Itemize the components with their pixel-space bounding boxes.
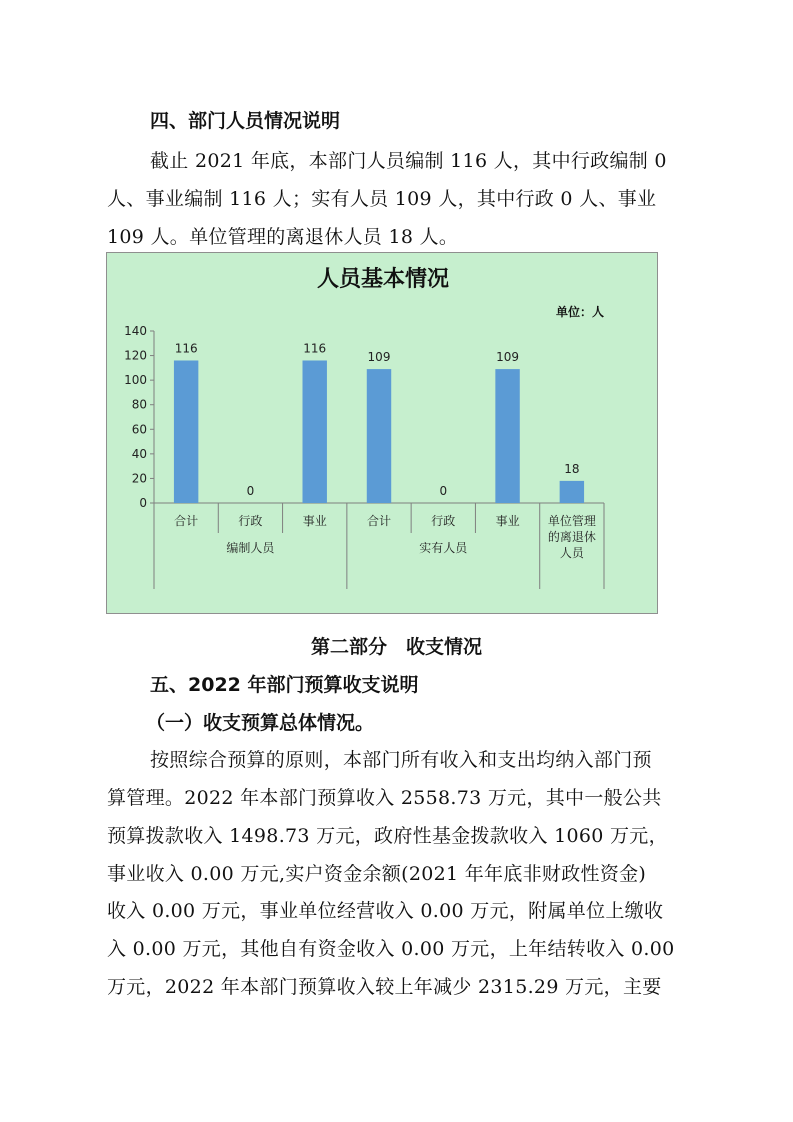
paragraph-line: 算管理。2022 年本部门预算收入 2558.73 万元，其中一般公共 [107, 787, 662, 809]
group-label: 编制人员 [226, 541, 275, 555]
bar [560, 481, 584, 503]
category-label: 事业 [302, 514, 327, 528]
bar [367, 369, 391, 503]
category-label: 人员 [559, 546, 584, 560]
y-tick-label: 20 [131, 471, 147, 486]
chart-title: 人员基本情况 [316, 267, 450, 292]
staff-chart [106, 252, 658, 614]
bar [174, 360, 198, 503]
paragraph-line: 入 0.00 万元，其他自有资金收入 0.00 万元，上年结转收入 0.00 [107, 938, 675, 960]
paragraph-line: 人、事业编制 116 人；实有人员 109 人，其中行政 0 人、事业 [107, 188, 657, 210]
category-label: 事业 [495, 514, 520, 528]
y-tick-label: 120 [124, 348, 147, 363]
paragraph-line: 预算拨款收入 1498.73 万元，政府性基金拨款收入 1060 万元， [107, 825, 668, 847]
group-label: 实有人员 [419, 541, 468, 555]
section5-subheading: （一）收支预算总体情况。 [146, 712, 375, 734]
y-tick-label: 100 [124, 373, 147, 388]
chart-canvas [107, 253, 659, 615]
data-label: 116 [174, 341, 198, 356]
category-label: 行政 [238, 514, 263, 528]
category-label: 单位管理 [547, 514, 596, 528]
section4-heading: 四、部门人员情况说明 [150, 110, 341, 132]
bar [495, 369, 519, 503]
paragraph-line: 109 人。单位管理的离退休人员 18 人。 [107, 226, 459, 248]
category-label: 的离退休 [547, 530, 596, 544]
data-label: 0 [439, 484, 448, 498]
y-tick-label: 40 [131, 446, 147, 461]
chart-unit-label: 单位：人 [555, 305, 604, 319]
data-label: 109 [367, 350, 391, 365]
paragraph-line: 收入 0.00 万元，事业单位经营收入 0.00 万元，附属单位上缴收 [107, 900, 664, 922]
y-tick-label: 60 [131, 422, 147, 437]
part2-title: 第二部分 收支情况 [310, 636, 482, 658]
y-tick-label: 80 [131, 397, 147, 412]
y-tick-label: 140 [124, 324, 147, 338]
y-tick-label: 0 [139, 496, 147, 510]
section5-heading: 五、2022 年部门预算收支说明 [150, 674, 419, 696]
data-label: 116 [303, 341, 327, 356]
bar [303, 360, 327, 503]
category-label: 行政 [431, 514, 456, 528]
paragraph-line: 截止 2021 年底，本部门人员编制 116 人，其中行政编制 0 [150, 150, 667, 172]
paragraph-line: 事业收入 0.00 万元,实户资金余额(2021 年年底非财政性资金) [107, 863, 647, 885]
paragraph-line: 万元，2022 年本部门预算收入较上年减少 2315.29 万元，主要 [107, 976, 662, 998]
category-label: 合计 [366, 514, 392, 528]
data-label: 18 [564, 461, 580, 476]
data-label: 0 [246, 484, 255, 498]
data-label: 109 [496, 350, 520, 365]
category-label: 合计 [174, 514, 199, 528]
paragraph-line: 按照综合预算的原则，本部门所有收入和支出均纳入部门预 [150, 749, 652, 771]
